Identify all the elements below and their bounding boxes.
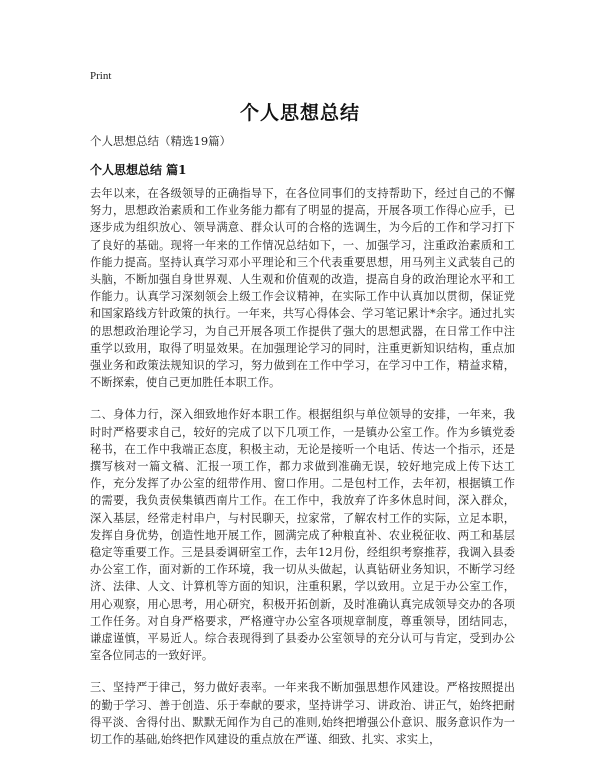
paragraph-2: 二、身体力行，深入细致地作好本职工作。根据组织与单位领导的安排，一年来，我时时严格要求自己，较好的完成了以下几项工作，一是镇办公室工作。作为乡镇党委秘书，在工作中我端正态度，积极主动，无论是接听一个电话、传达一个指示，还是撰写核对一篇文稿、汇报一项工作，都力求做到准确无误，较好地完成上传下达工作，充分发挥了办公室的纽带作用、窗口作用。二是包村工作，去年初，根据镇工作的需要，我负责侯集镇西南片工作。在工作中，我放弃了许多休息时间，深入群众，深入基层，经常走村串户，与村民聊天，拉家常，了解农村工作的实际，立足本职，发挥自身优势，创造性地开展工作，圆满完成了种粮直补、农业税征收、两工和基层稳定等重要工作。三是县委调研室工作，去年12月份，经组织考察推荐，我调入县委办公室工作，面对新的工作环境，我一切从头做起，认真钻研业务知识，不断学习经济、法律、人文、计算机等方面的知识，注重积累，学以致用。立足于办公室工作，用心观察，用心思考，用心研究，积极开拓创新，及时准确认真完成领导交办的各项工作任务。对自身严格要求，严格遵守办公室各项规章制度，尊重领导，团结同志，谦虚谨慎，平易近人。综合表现得到了县委办公室领导的充分认可与肯定，受到办公室各位同志的一致好评。 bbox=[90, 408, 515, 663]
section-heading: 个人思想总结 篇1 bbox=[90, 163, 187, 177]
document-body bbox=[90, 185, 515, 763]
paragraph-3: 三、坚持严于律己，努力做好表率。一年来我不断加强思想作风建设。严格按照提出的勤于学习、善于创造、乐于奉献的要求，坚持讲学习、讲政治、讲正气，始终把耐得平淡、舍得付出、默默无闻作为自己的准则,始终把增强公仆意识、服务意识作为一切工作的基础,始终把作风建设的重点放在严谨、细致、扎实、求实上， bbox=[90, 681, 515, 747]
paragraph-1: 去年以来，在各级领导的正确指导下，在各位同事们的支持帮助下，经过自己的不懈努力，思想政治素质和工作业务能力都有了明显的提高，开展各项工作得心应手，已逐步成为组织放心、领导满意、群众认可的合格的选调生，为今后的工作和学习打下了良好的基础。现将一年来的工作情况总结如下，一、加强学习，注重政治素质和工作能力提高。坚持认真学习邓小平理论和三个代表重要思想，用马列主义武装自己的头脑，不断加强自身世界观、人生观和价值观的改造，提高自身的政治理论水平和工作能力。认真学习深刻领会上级工作会议精神，在实际工作中认真加以贯彻，保证党和国家路线方针政策的执行。一年来，共写心得体会、学习笔记累计*余字。通过扎实的思想政治理论学习，为自己开展各项工作提供了强大的思想武器，在日常工作中注重学以致用，取得了明显效果。在加强理论学习的同时，注重更新知识结构，重点加强业务和政策法规知识的学习，努力做到在工作中学习，在学习中工作，精益求精，不断探索，使自己更加胜任本职工作。 bbox=[90, 187, 515, 390]
print-label: Print bbox=[90, 70, 112, 82]
document-title: 个人思想总结 bbox=[239, 102, 360, 124]
document-subtitle: 个人思想总结（精选19篇） bbox=[90, 134, 232, 148]
